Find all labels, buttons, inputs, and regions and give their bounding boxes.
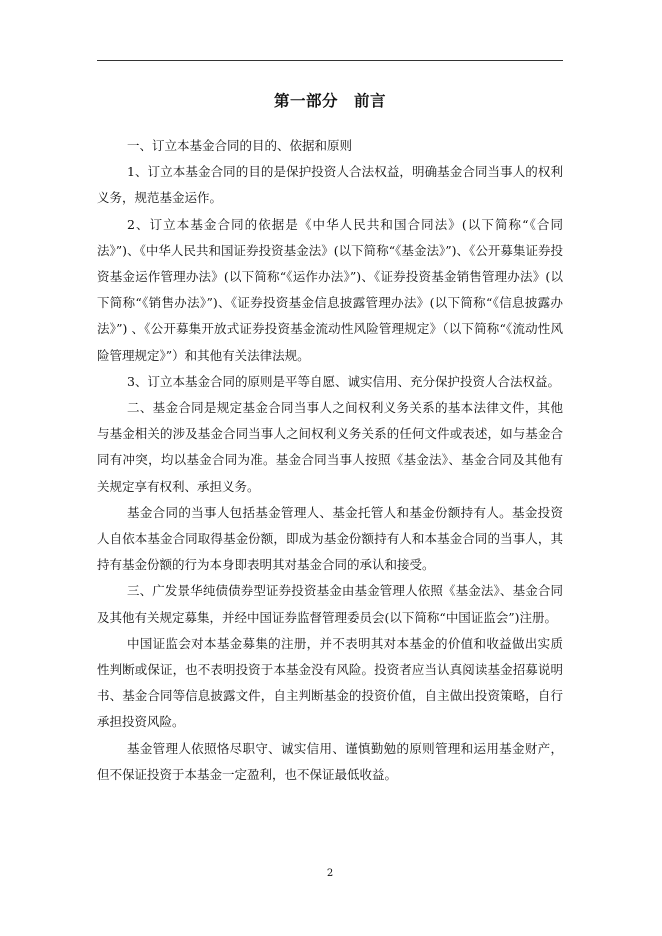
paragraph-registration: 三、广发景华纯债债券型证券投资基金由基金管理人依照《基金法》、基金合同及其他有关规定募集，并经中国证券监督管理委员会(以下简称“中国证监会”)注册。	[97, 583, 563, 625]
section-heading-1: 一、订立本基金合同的目的、依据和原则	[127, 138, 353, 153]
paragraph-manager-disclaimer: 基金管理人依照恪尽职守、诚实信用、谨慎勤勉的原则管理和运用基金财产，但不保证投资于本基金一定盈利，也不保证最低收益。	[97, 740, 563, 782]
page-title: 第一部分 前言	[273, 91, 386, 110]
page-number: 2	[326, 868, 334, 879]
paragraph-purpose: 1、订立本基金合同的目的是保护投资人合法权益，明确基金合同当事人的权利义务，规范基金运作。	[97, 164, 563, 206]
paragraph-contract-nature: 二、基金合同是规定基金合同当事人之间权利义务关系的基本法律文件，其他与基金相关的涉及基金合同当事人之间权利义务关系的任何文件或表述，如与基金合同有冲突，均以基金合同为准。基金合同当事人按照《基金法》、基金合同及其他有关规定享有权利、承担义务。	[97, 400, 563, 494]
paragraph-parties: 基金合同的当事人包括基金管理人、基金托管人和基金份额持有人。基金投资人自依本基金合同取得基金份额，即成为基金份额持有人和本基金合同的当事人，其持有基金份额的行为本身即表明其对基金合同的承认和接受。	[97, 504, 563, 573]
paragraph-basis: 2、订立本基金合同的依据是《中华人民共和国合同法》(以下简称“《合同法》”)、《中华人民共和国证券投资基金法》(以下简称“《基金法》”)、《公开募集证券投资基金运作管理办法》(以下简称“《运作办法》”)、《证券投资基金销售管理办法》(以下简称“《销售办法》”)、《证券投资基金信息披露管理办法》(以下简称“《信息披露办法》”) 、《公开募集开放式证券投资基金流动性风险管理规定》（以下简称“《流动性风险管理规定》”）和其他有关法律法规。	[97, 216, 563, 363]
paragraph-csrc-disclaimer: 中国证监会对本基金募集的注册，并不表明其对本基金的价值和收益做出实质性判断或保证，也不表明投资于本基金没有风险。投资者应当认真阅读基金招募说明书、基金合同等信息披露文件，自主判断基金的投资价值，自主做出投资策略，自行承担投资风险。	[97, 635, 563, 730]
document-body	[97, 133, 563, 788]
header-rule	[97, 60, 563, 61]
paragraph-principle: 3、订立本基金合同的原则是平等自愿、诚实信用、充分保护投资人合法权益。	[127, 373, 560, 389]
